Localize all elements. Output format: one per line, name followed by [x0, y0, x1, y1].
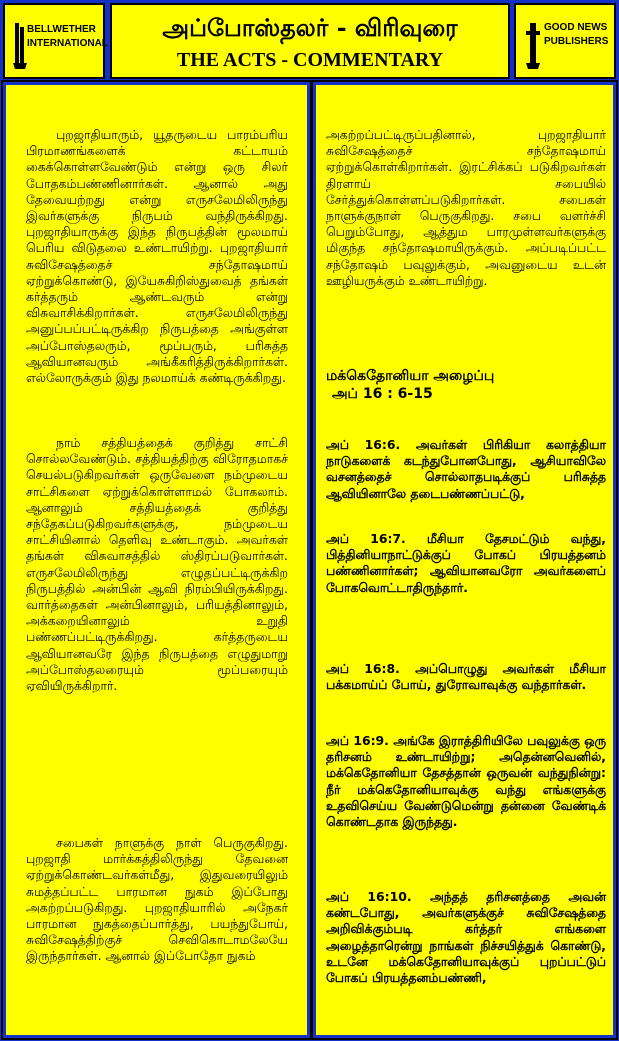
verse-16-10	[326, 889, 606, 986]
section-heading-title: மக்கெதோனியா அழைப்பு	[326, 368, 495, 384]
verse-16-9	[326, 733, 606, 830]
left-column	[3, 82, 310, 1038]
left-paragraph-1	[26, 127, 288, 386]
left-paragraph-2-text: நாம் சத்தியத்தைக் குறித்து சாட்சி சொல்லவேண்டும். சத்தியத்திற்கு விரோதமாகச் செயல்படுகிறவர்கள் ஒருவேளை நம்முடைய சாட்சிகளை ஏற்றுக்கொள்ளாமல் போகலாம். ஆனாலும் சத்தியத்தைக் குறித்து சந்தேகப்படுகிறவர்களுக்கு, நம்முடைய சாட்சியினால் தெளிவு உண்டாகும். அவர்கள் தங்கள் விசுவாசத்தில் ஸ்திரப்படுவார்கள். எருசலேமிலிருந்து எழுதப்பட்டிருக்கிற நிருபத்தில் அன்பின் ஆவி நிரம்பியிருக்கிறது. வார்த்தைகள் அன்பினாலும், பரியத்தினாலும், அக்கறையினாலும் உறுதி பண்ணப்பட்டிருக்கிறது. கர்த்தருடைய ஆவியானவரே இந்த நிருபத்தை எழுதுமாறு அப்போஸ்தலரையும் மூப்பரையும் ஏவியிருக்கிறார்.	[26, 435, 288, 694]
verse-16-7-text: அப் 16:7. மீசியா தேசமட்டும் வந்து, பித்தினியாநாட்டுக்குப் போகப் பிரயத்தனம் பண்ணினார்கள்; ஆவியானவரோ அவர்களைப் போகவொட்டாதிருந்தார்.	[326, 531, 606, 595]
good-news-logo-box	[514, 3, 616, 79]
title-tamil: அப்போஸ்தலர் - விரிவுரை	[162, 13, 458, 42]
section-heading-reference: அப் 16 : 6-15	[332, 386, 433, 402]
right-column	[313, 82, 616, 1038]
verse-16-6	[326, 437, 606, 502]
verse-16-9-text: அப் 16:9. அங்கே இராத்திரியிலே பவுலுக்கு ஒரு தரிசனம் உண்டாயிற்று; அதென்னவெனில், மக்கெதோனியா தேசத்தான் ஒருவன் வந்துநின்று: நீர் மக்கெதோனியாவுக்கு வந்து எங்களுக்கு உதவிசெய்ய வேண்டுமென்று தன்னை வேண்டிக் கொண்டதாக இருந்தது.	[326, 733, 606, 830]
section-heading	[326, 367, 606, 403]
verse-16-10-text: அப் 16:10. அந்தத் தரிசனத்தை அவன் கண்டபோது, அவர்களுக்குச் சுவிசேஷத்தை அறிவிக்கும்படி கர்த்தர் எங்களை அழைத்தாரென்று நாங்கள் நிச்சயித்துக் கொண்டு, உடனே மக்கெதோனியாவுக்குப் புறப்பட்டுப் போகப் பிரயத்தனம்பண்ணி,	[326, 889, 606, 986]
verse-16-7	[326, 531, 606, 596]
right-paragraph-1-text: அகற்றப்பட்டிருப்பதினால், புறஜாதியார் சுவிசேஷத்தைச் சந்தோஷமாய் ஏற்றுக்கொள்கிறார்கள். இரட்சிக்கப் படுகிறவர்கள் திரளாய் சபையில் சேர்த்துக்கொள்ளப்படுகிறார்கள். சபைகள் நாளுக்குநாள் பெருகுகிறது. சபை வளர்ச்சி பெறும்போது, ஆத்தும பாரமுள்ளவர்களுக்கு மிகுந்த சந்தோஷமாயிருக்கும். அப்படிப்பட்ட சந்தோஷம் பவுலுக்கும், அவனுடைய உடன் ஊழியருக்கும் உண்டாயிற்று.	[326, 127, 606, 288]
left-paragraph-2	[26, 435, 288, 694]
bellwether-logo-text: BELLWETHER INTERNATIONAL	[27, 24, 108, 49]
right-paragraph-1	[326, 127, 606, 289]
left-paragraph-3	[26, 835, 288, 965]
bellwether-logo-box	[3, 3, 108, 79]
verse-16-8	[326, 661, 606, 693]
verse-16-6-text: அப் 16:6. அவர்கள் பிரிகியா கலாத்தியா நாடுகளைக் கடந்துபோனபோது, ஆசியாவிலே வசனத்தைச் சொல்லாதபடிக்குப் பரிசுத்த ஆவியினாலே தடைபண்ணப்பட்டு,	[326, 437, 606, 501]
title-box	[110, 3, 510, 79]
verse-16-8-text: அப் 16:8. அப்பொழுது அவர்கள் மீசியா பக்கமாய்ப் போய், துரோவாவுக்கு வந்தார்கள்.	[326, 661, 606, 693]
left-paragraph-1-text: புறஜாதியாரும், யூதருடைய பாரம்பரிய பிரமாணங்களைக் கட்டாயம் கைக்கொள்ளவேண்டும் என்று ஒரு சிலர் போதகம்பண்ணினார்கள். ஆனால் அது தேவையற்றது என்று எருசலேமிலிருந்து இவர்களுக்கு நிருபம் வந்திருக்கிறது. புறஜாதியாருக்கு இந்த நிருபத்தின் மூலமாய் பெரிய விடுதலை உண்டாயிற்று. புறஜாதியார் சுவிசேஷத்தைச் சந்தோஷமாய் ஏற்றுக்கொண்டு, இயேசுகிறிஸ்துவைத் தங்கள் கர்த்தரும் ஆண்டவரும் என்று விசுவாசிக்கிறார்கள். எருசலேமிலிருந்து அனுப்பப்பட்டிருக்கிற நிருபத்தை அங்குள்ள அப்போஸ்தலரும், மூப்பரும், பரிசுத்த ஆவியானவரும் அங்கீகரித்திருக்கிறார்கள். எல்லோருக்கும் இது நலமாய்க் கண்டிருக்கிறது.	[26, 127, 288, 386]
title-english: THE ACTS - COMMENTARY	[176, 49, 444, 71]
left-paragraph-3-text: சபைகள் நாளுக்கு நாள் பெருகுகிறது. புறஜாதி மார்க்கத்திலிருந்து தேவனை ஏற்றுக்கொண்டவர்கள்மீது, இதுவரையிலும் சுமத்தப்பட்ட பாரமான நுகம் இப்போது அகற்றப்படுகிறது. புறஜாதியாரில் அநேகர் பாரமான நுகத்தைப்பார்த்து, பயந்துபோய், சுவிசேஷத்திற்குச் செவிகொடாமலேயே இருந்தார்கள். ஆனால் இப்போதோ நுகம்	[26, 835, 288, 964]
good-news-logo-text: GOOD NEWS PUBLISHERS	[544, 22, 609, 47]
